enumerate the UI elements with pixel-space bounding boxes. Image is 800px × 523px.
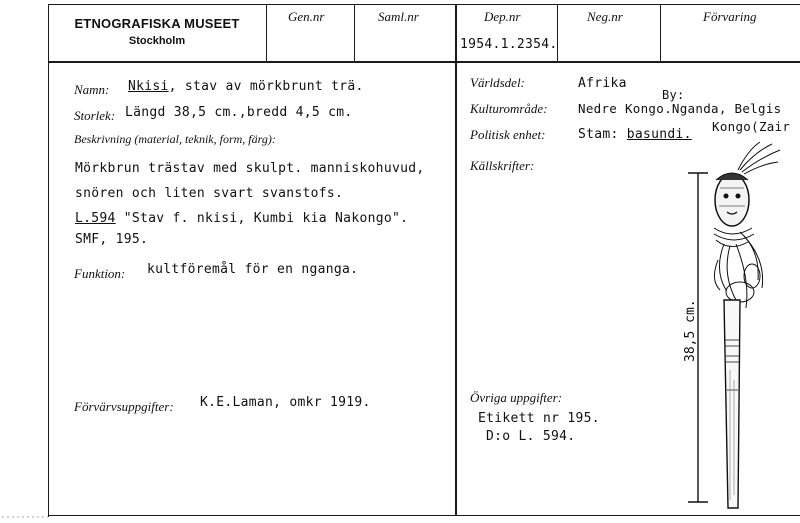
- dep-nr-label: Dep.nr: [484, 9, 521, 24]
- forvarv-value: K.E.Laman, omkr 1919.: [200, 395, 371, 410]
- reference-line2: SMF, 195.: [75, 232, 149, 247]
- saml-nr-label: Saml.nr: [378, 9, 419, 24]
- measurement-label: 38,5 cm.: [683, 299, 698, 362]
- politisk-stam: Stam:: [578, 127, 619, 142]
- politisk-value: [578, 127, 692, 142]
- namn-word: Nkisi: [128, 79, 169, 94]
- dep-nr-value: 1954.1.2354.: [460, 37, 558, 52]
- header-divider-3: [455, 4, 457, 516]
- kallskrifter-label: Källskrifter:: [470, 158, 535, 173]
- card-bottom-border: [48, 515, 800, 516]
- beskrivning-line1: Mörkbrun trästav med skulpt. manniskohuvud,: [75, 161, 425, 176]
- kultur-value: Nedre Kongo.Nganda, Belgis: [578, 101, 782, 116]
- header-bottom-border: [48, 61, 800, 63]
- varldsdel-label: Världsdel:: [470, 75, 525, 90]
- funktion-label: Funktion:: [74, 266, 126, 281]
- politisk-label: Politisk enhet:: [470, 127, 546, 142]
- kultur-by-note: By:: [662, 88, 685, 102]
- nkisi-staff-drawing: [700, 140, 790, 512]
- namn-value: [128, 79, 364, 94]
- funktion-value: kultföremål för en nganga.: [147, 262, 359, 277]
- card-edge-mark: [0, 505, 60, 523]
- header-top-border: [48, 4, 800, 5]
- header-divider-1: [266, 4, 267, 62]
- storlek-label: Storlek:: [74, 108, 116, 123]
- forvaring-label: Förvaring: [703, 9, 757, 24]
- forvarv-label: Förvärvsuppgifter:: [74, 399, 174, 414]
- museum-city: Stockholm: [128, 35, 186, 47]
- museum-name: ETNOGRAFISKA MUSEET: [74, 16, 240, 31]
- kultur-continued: Kongo(Zair: [712, 119, 791, 134]
- ovriga-label: Övriga uppgifter:: [470, 390, 563, 405]
- ovriga-line2: D:o L. 594.: [486, 429, 576, 444]
- header-divider-4: [557, 4, 558, 62]
- beskrivning-line2: snören och liten svart svanstofs.: [75, 186, 344, 201]
- card-left-border: [48, 4, 49, 517]
- namn-label: Namn:: [74, 82, 110, 97]
- gen-nr-label: Gen.nr: [288, 9, 325, 24]
- kultur-label: Kulturområde:: [470, 101, 548, 116]
- reference-text: "Stav f. nkisi, Kumbi kia Nakongo".: [115, 211, 409, 226]
- politisk-tribe: basundi.: [626, 127, 692, 142]
- namn-rest: , stav av mörkbrunt trä.: [168, 79, 364, 94]
- storlek-value: Längd 38,5 cm.,bredd 4,5 cm.: [125, 105, 353, 120]
- beskrivning-label: Beskrivning (material, teknik, form, färg):: [74, 132, 276, 146]
- header-divider-2: [354, 4, 355, 62]
- reference-line: [75, 211, 408, 226]
- header-divider-5: [660, 4, 661, 62]
- neg-nr-label: Neg.nr: [587, 9, 623, 24]
- ovriga-line1: Etikett nr 195.: [478, 411, 600, 426]
- reference-code: L.594: [75, 211, 116, 226]
- varldsdel-value: Afrika: [578, 76, 627, 91]
